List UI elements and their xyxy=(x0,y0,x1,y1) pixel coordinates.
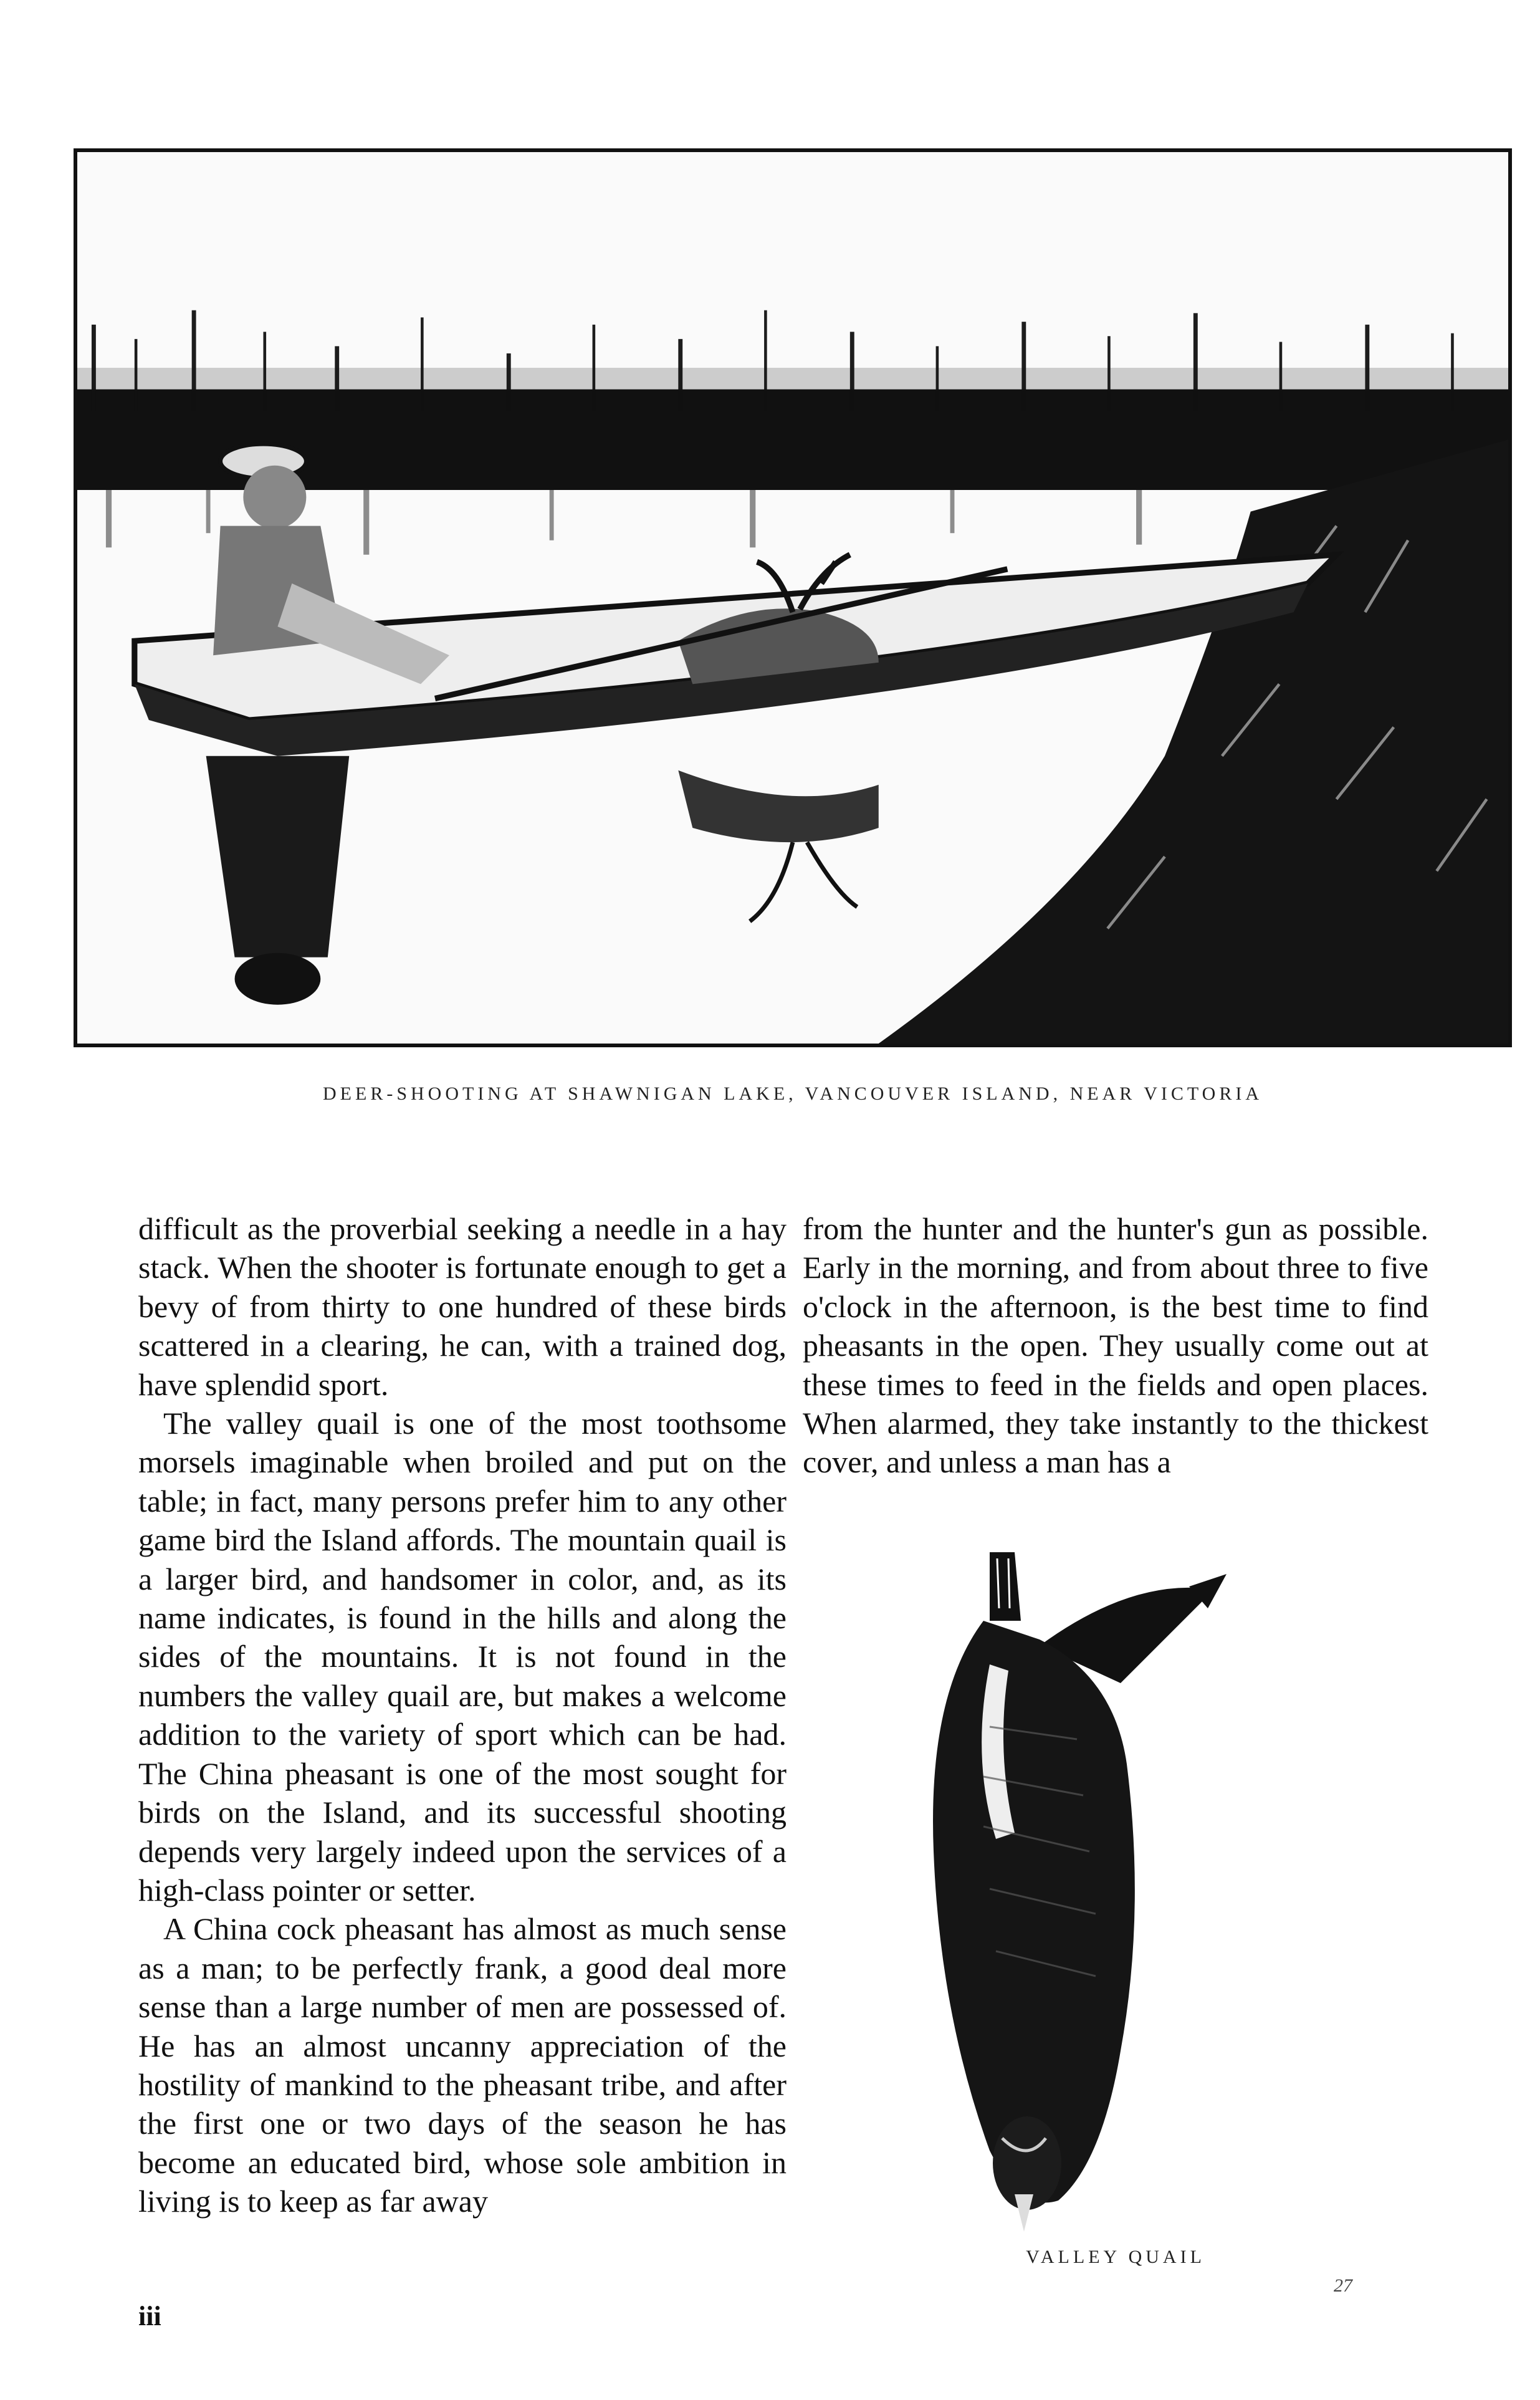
paragraph: from the hunter and the hunter's gun as possible. Early in the morning, and from about three to five o'clock in the afternoon, is the best time to find pheasants in the open. They usually come out at these times to feed in the fields and open places. When alarmed, they take instantly to the thickest cover, and unless a man has a xyxy=(803,1211,1428,1480)
article-left-column xyxy=(138,1209,787,2221)
photo-caption: DEER-SHOOTING AT SHAWNIGAN LAKE, VANCOUVER ISLAND, NEAR VICTORIA xyxy=(323,1083,1263,1104)
paragraph: A China cock pheasant has almost as much sense as a man; to be perfectly frank, a good deal more sense than a large number of men are possessed of. He has an almost uncanny appreciation of the hostility of mankind to the pheasant tribe, and after the first one or two days of the season he has become an educated bird, whose sole ambition in living is to keep as far away xyxy=(138,1911,787,2219)
signature-mark: iii xyxy=(138,2301,161,2331)
deer-shooting-photo xyxy=(74,148,1512,1047)
paragraph: difficult as the proverbial seeking a needle in a hay stack. When the shooter is fortunate enough to get a bevy of from thirty to one hundred of these birds scattered in a clearing, he can, with a trained dog, have splendid sport. xyxy=(138,1211,787,1402)
paragraph: The valley quail is one of the most toothsome morsels imaginable when broiled and put on the table; in fact, many persons prefer him to any other game bird the Island affords. The mountain quail is a larger bird, and handsomer in color, and, as its name indicates, is found in the hills and along the sides of the mountains. It is not found in the numbers the valley quail are, but makes a welcome addition to the variety of sport which can be had. The China pheasant is one of the most sought for birds on the Island, and its successful shooting depends very largely indeed upon the services of a high-class pointer or setter. xyxy=(138,1406,787,1908)
valley-quail-illustration xyxy=(915,1540,1314,2269)
bird-caption: VALLEY QUAIL xyxy=(1026,2247,1205,2267)
article-right-column xyxy=(803,1209,1428,1482)
page-number: 27 xyxy=(1334,2275,1352,2296)
